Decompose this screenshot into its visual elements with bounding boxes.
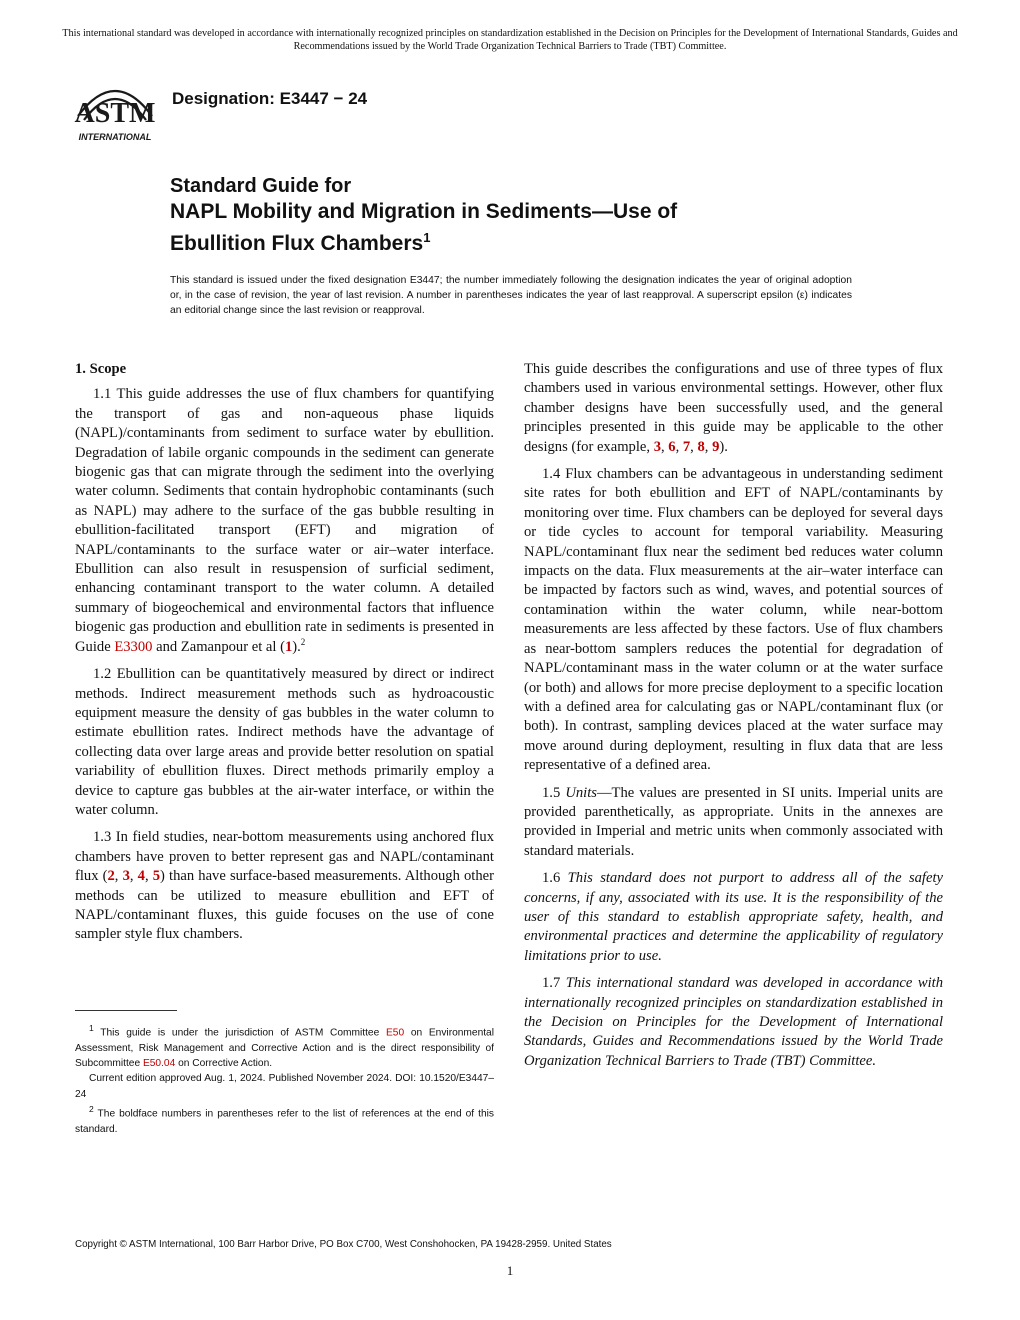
paragraph-text: 1.1 This guide addresses the use of flux chambers for quantifying the transport of gas and non-aqueous phase liquids (NAPL)/contaminants from sediment to surface water by ebullition. Degradation of labile organic compounds in the sediment can generate biogenic gas that can migrate through the sediment into the overlying water column. Sediments that contain hydrophobic contaminants (such as NAPL) may adhere to the surface of the gas bubble resulting in ebullition-facilitated transport (EFT) and migration of NAPL/contaminants to the surface water or air–water interface. Ebullition can also result in resuspension of surficial sediment, enhancing contaminant transport to the water column. A detailed summary of biogeochemical and environmental factors that influence biogenic gas production and ebullition rate in sediments is presented in Guide xyxy=(75,386,494,655)
paragraph-1-4: 1.4 Flux chambers can be advantageous in understanding sediment site rates for both ebullition and EFT of NAPL/contaminants by monitoring over time. Flux chambers can be deployed for several days or tide cycles to account for temporal variability. Measuring NAPL/contaminant flux near the sediment bed reduces water column impacts on the data. Flux measurements at the air–water interface can be impacted by factors such as wind, waves, and potential sources of contamination within the water column, while near-bottom measurements are less affected by these factors. Use of flux chambers as near-bottom samplers reduces the potential for degradation of NAPL/contaminant mass in the water column or at the water surface (or both) and allows for more precise deployment to a specific location with a defined area for calculating gas or NAPL/contaminant flux (or both). In contrast, sampling devices placed at the water surface may move around during deployment, resulting in flux data that are less representative of a defined area. xyxy=(524,466,943,774)
paragraph-text: ) than have surface-based measurements. Although other methods can be utilized to measure ebullition and EFT of NAPL/contaminant fluxes, this guide focuses on the use of cone sampler style flux chambers. xyxy=(75,868,494,943)
footnotes xyxy=(75,1021,494,1137)
title-line-3 xyxy=(170,225,810,257)
page-number: 1 xyxy=(506,1263,514,1278)
section-heading-scope: 1. Scope xyxy=(75,361,127,377)
paragraph-text: This standard does not purport to address all of the safety concerns, if any, associated with its use. It is the responsibility of the user of this standard to establish appropriate safety, health, and environmental practices and determine the applicability of regulatory limitations prior to use. xyxy=(524,870,943,964)
link-e50[interactable]: E50 xyxy=(385,1027,405,1039)
copyright-notice: Copyright © ASTM International, 100 Barr Harbor Drive, PO Box C700, West Conshohocken, PA 19428-2959. United States xyxy=(75,1239,612,1250)
paragraph-text: and Zamanpour et al ( xyxy=(152,638,285,655)
link-e3300[interactable]: E3300 xyxy=(114,638,153,655)
ref-link-8[interactable]: 8 xyxy=(697,438,705,455)
paragraph-text: 1.3 In field studies, near-bottom measurements using anchored flux chambers have proven to better represent gas and NAPL/contaminant flux ( xyxy=(75,829,494,885)
paragraph-1-6 xyxy=(524,869,943,966)
ref-link-5[interactable]: 5 xyxy=(152,868,161,885)
footnote-1-mark: 1 xyxy=(89,1023,94,1033)
footnote-2-mark: 2 xyxy=(89,1103,94,1114)
ref-link-7[interactable]: 7 xyxy=(682,438,691,455)
footnote-1 xyxy=(75,1021,494,1071)
paragraph-number: 1.5 xyxy=(542,784,566,801)
footnote-text: This guide is under the jurisdiction of ASTM Committee xyxy=(93,1027,386,1039)
ref-link-3[interactable]: 3 xyxy=(122,868,130,885)
footnote-mark-2: 2 xyxy=(300,636,306,647)
paragraph-1-5 xyxy=(524,784,943,862)
paragraph-number: 1.7 xyxy=(542,975,566,992)
paragraph-text: ). xyxy=(292,638,301,655)
paragraph-1-1 xyxy=(75,385,494,657)
left-column xyxy=(75,360,494,953)
document-title xyxy=(170,173,810,257)
footnote-text: The boldface numbers in parentheses refer to the list of references at the end of this standard. xyxy=(75,1108,494,1135)
paragraph-1-3-continued: This guide describes the configurations and use of three types of flux chambers used in various environmental settings. However, other flux chamber designs have been successfully used, and the general principles presented in this guide may be applicable to the other designs (for example, 3, 6, 7, 8, 9). xyxy=(524,361,943,455)
title-line-3-text: Ebullition Flux Chambers xyxy=(170,232,424,255)
issued-note: This standard is issued under the fixed designation E3447; the number immediately following the designation indicates the year of original adoption or, in the case of revision, the year of last revision. A number in parentheses indicates the year of last reapproval. A superscript epsilon (ε) indicates an editorial change since the last revision or reapproval. xyxy=(170,275,852,316)
title-line-1: Standard Guide for xyxy=(170,175,352,197)
footnote-divider xyxy=(75,1010,177,1011)
footnote-text: on Environmental Assessment, Risk Management and Corrective Action and is the direct responsibility of Subcommittee xyxy=(75,1027,494,1069)
footnote-text: on Corrective Action. xyxy=(175,1057,273,1069)
right-column xyxy=(524,360,943,1079)
footnote-approval: Current edition approved Aug. 1, 2024. Published November 2024. DOI: 10.1520/E3447–24 xyxy=(75,1073,494,1100)
paragraph-text: This guide describes the configurations and use of three types of flux chambers used in various environmental settings. However, other flux chamber designs have been successfully used, and the general principles presented in this guide may be applicable to the other designs (for example, xyxy=(524,361,943,455)
ref-link-3b[interactable]: 3 xyxy=(653,438,661,455)
ref-link-2[interactable]: 2 xyxy=(107,868,115,885)
units-label: Units xyxy=(565,784,597,801)
logo-text: ASTM xyxy=(74,98,156,129)
designation: Designation: E3447 − 24 xyxy=(172,89,368,108)
title-line-2: NAPL Mobility and Migration in Sediments—Use of xyxy=(170,200,678,223)
ref-link-1[interactable]: 1 xyxy=(284,638,293,655)
paragraph-text: ). xyxy=(719,438,728,455)
ref-link-6[interactable]: 6 xyxy=(668,438,676,455)
paragraph-text: This international standard was developed in accordance with internationally recognized principles on standardization established in the Decision on Principles for the Development of International Standards, Guides and Recommendations issued by the World Trade Organization Technical Barriers to Trade (TBT) Committee. xyxy=(524,975,944,1069)
link-e50-04[interactable]: E50.04 xyxy=(142,1057,176,1069)
paragraph-1-3: 1.3 In field studies, near-bottom measurements using anchored flux chambers have proven to better represent gas and NAPL/contaminant flux (2, 3, 4, 5) than have surface-based measurements. Although other methods can be utilized to measure ebullition and EFT of NAPL/contaminant fluxes, this guide focuses on the use of cone sampler style flux chambers. xyxy=(75,829,494,943)
paragraph-text: —The values are presented in SI units. Imperial units are provided parenthetically, as appropriate. Units in the annexes are provided in Imperial and metric units when commonly associated with standard materials. xyxy=(524,784,943,859)
paragraph-1-2: 1.2 Ebullition can be quantitatively measured by direct or indirect methods. Indirect measurement methods such as hydroacoustic equipment measure the density of gas bubbles in the water column to estimate ebullition rates. Indirect methods have the advantage of collecting data over large areas and provide better resolution on spatial variability of ebullition fluxes. Direct methods primarily employ a device to capture gas bubbles at the air-water interface, or within the water column. xyxy=(75,666,494,818)
astm-logo-icon xyxy=(70,72,160,144)
paragraph-1-7 xyxy=(524,974,943,1071)
standards-notice: This international standard was developed in accordance with internationally recognized principles on standardization established in the Decision on Principles for the Development of International Standards, Guides and Recommendations issued by the World Trade Organization Technical Barriers to Trade (TBT) Committee. xyxy=(62,28,958,52)
astm-logo xyxy=(70,72,160,144)
logo-subtext: INTERNATIONAL xyxy=(78,132,152,142)
ref-link-4[interactable]: 4 xyxy=(137,868,145,885)
ref-link-9[interactable]: 9 xyxy=(712,438,720,455)
title-footnote-mark: 1 xyxy=(423,230,431,245)
paragraph-number: 1.6 xyxy=(542,870,568,887)
footnote-2 xyxy=(75,1102,494,1137)
